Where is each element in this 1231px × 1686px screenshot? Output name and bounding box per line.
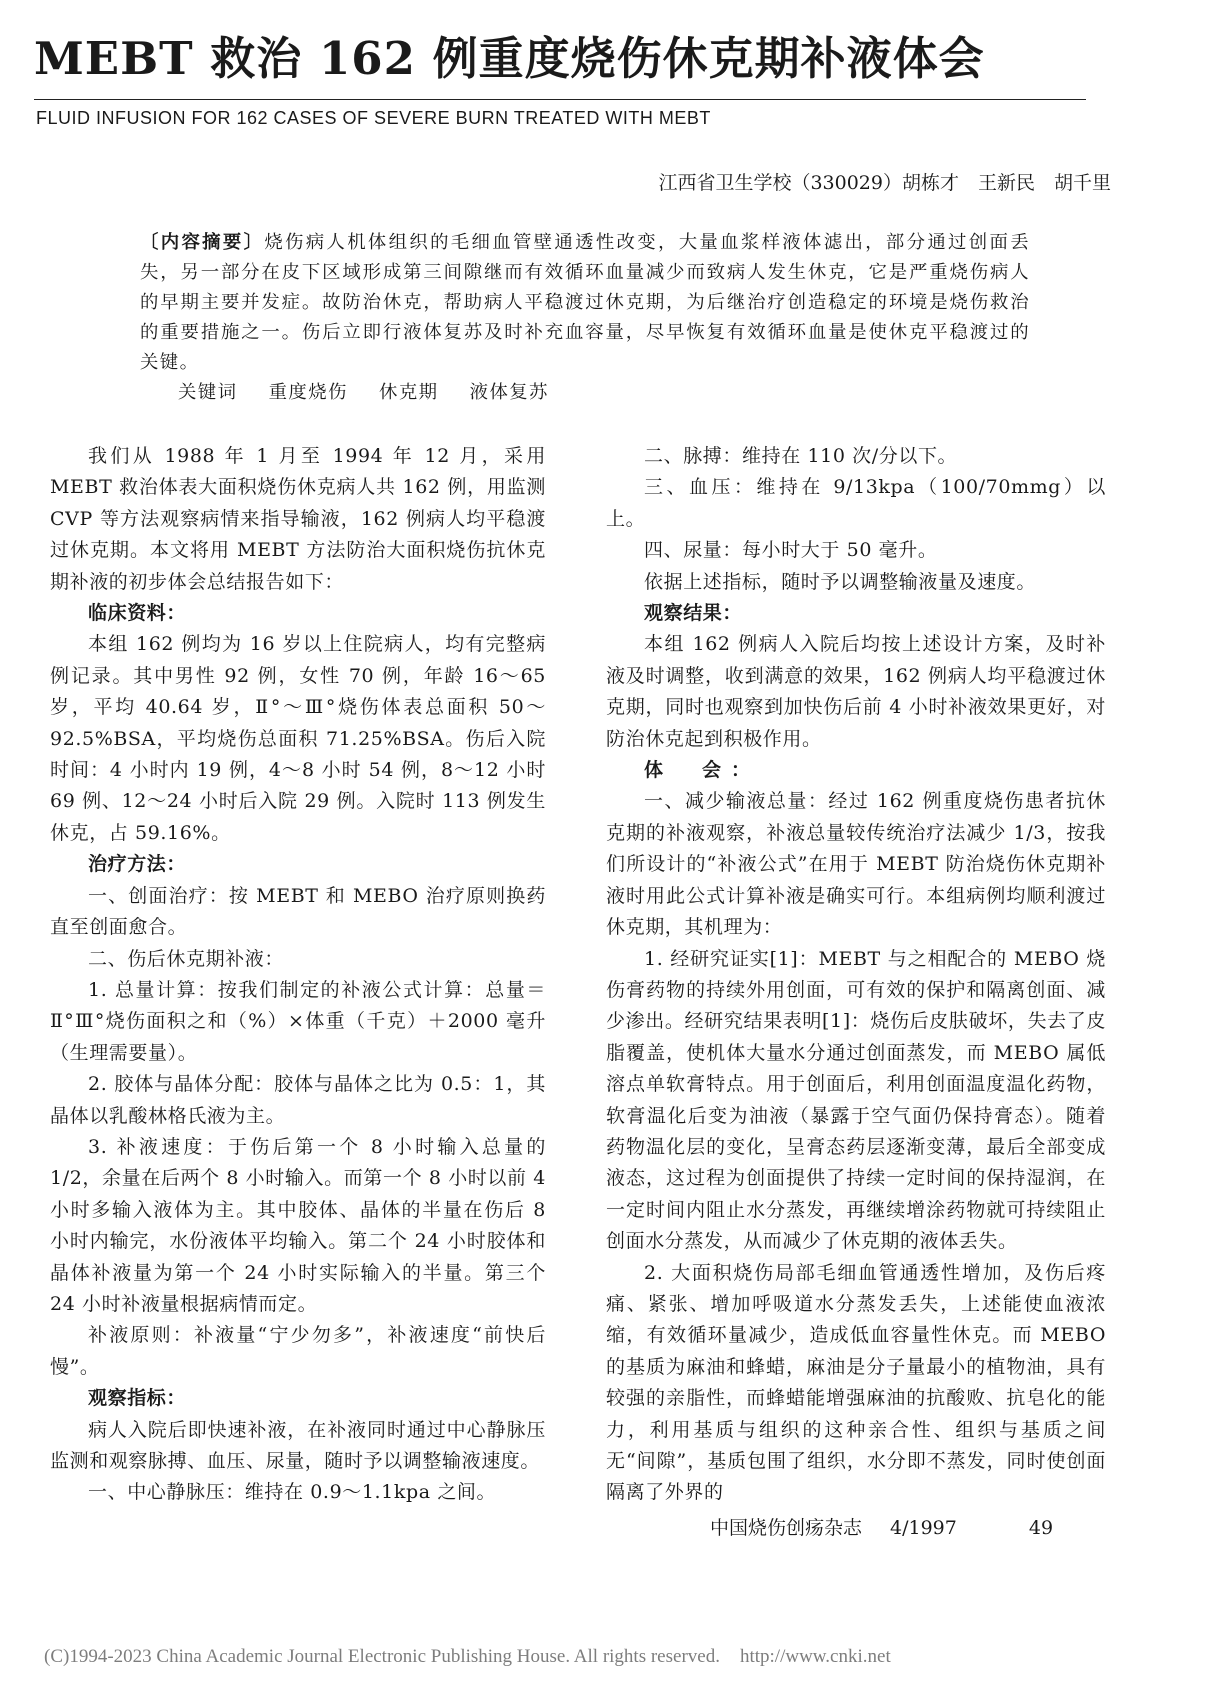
method-subitem: 2. 胶体与晶体分配：胶体与晶体之比为 0.5：1，其晶体以乳酸林格氏液为主。 [50,1073,546,1127]
indicator-item: 四、尿量：每小时大于 50 毫升。 [644,539,938,562]
copyright-notice [44,1646,891,1668]
page-footer [710,1513,1053,1540]
author-line: 江西省卫生学校（330029）胡栋才 王新民 胡千里 [658,172,1111,194]
clinical-paragraph: 本组 162 例均为 16 岁以上住院病人，均有完整病例记录。其中男性 92 例，女性 70 例，年龄 16～65 岁，平均 40.64 岁，Ⅱ°～Ⅲ°烧伤体表总面积 50～92.5%BSA，平均烧伤总面积 71.25%BSA。伤后入院时间：4 小时内 19 例，4～8 小时 54 例，8～12 小时 69 例、12～24 小时后入院 29 例。入院时 113 例发生休克，占 59.16%。 [50,633,546,844]
abstract [140,228,1030,408]
infusion-principle: 补液原则：补液量“宁少勿多”，补液速度“前快后慢”。 [50,1324,546,1378]
english-title: FLUID INFUSION FOR 162 CASES OF SEVERE BURN TREATED WITH MEBT [36,108,711,128]
indicators-paragraph: 病人入院后即快速补液，在补液同时通过中心静脉压监测和观察脉搏、血压、尿量，随时予以调整输液速度。 [50,1418,546,1472]
right-column [606,441,1106,1509]
intro-paragraph: 我们从 1988 年 1 月至 1994 年 12 月，采用 MEBT 救治体表大面积烧伤休克病人共 162 例，用监测 CVP 等方法观察病情来指导输液，162 例病人均平稳渡过休克期。本文将用 MEBT 方法防治大面积烧伤抗休克期补液的初步体会总结报告如下： [50,445,546,593]
experience-subitem: 1. 经研究证实[1]：MEBT 与之相配合的 MEBO 烧伤膏药物的持续外用创面，可有效的保护和隔离创面、减少渗出。经研究结果表明[1]：烧伤后皮肤破坏，失去了皮脂覆盖，使机体大量水分通过创面蒸发，而 MEBO 属低溶点单软膏特点。用于创面后，利用创面温度温化药物，软膏温化后变为油液（暴露于空气面仍保持膏态）。随着药物温化层的变化，呈膏态药层逐渐变薄，最后全部变成液态，这过程为创面提供了持续一定时间的保持湿润，在一定时间内阻止水分蒸发，再继续增涂药物就可持续阻止创面水分蒸发，从而减少了休克期的液体丢失。 [606,947,1106,1253]
indicator-item: 二、脉搏：维持在 110 次/分以下。 [644,445,958,467]
section-heading-method: 治疗方法： [88,853,187,876]
experience-item: 一、减少输液总量：经过 162 例重度烧伤患者抗休克期的补液观察，补液总量较传统治疗法减少 1/3，按我们所设计的“补液公式”在用于 MEBT 防治烧伤休克期补液时用此公式计算补液是确实可行。本组病例均顺利渡过休克期，其机理为： [606,790,1106,939]
section-heading-experience: 体 会： [644,759,761,782]
left-column [50,441,546,1509]
copyright-text: (C)1994-2023 China Academic Journal Electronic Publishing House. All rights reserved. [44,1646,720,1667]
abstract-body [140,228,1030,378]
keyword: 重度烧伤 [268,382,348,403]
keyword: 休克期 [379,382,439,403]
adjust-paragraph: 依据上述指标，随时予以调整输液量及速度。 [644,570,1037,593]
abstract-label: 〔内容摘要〕 [140,232,265,253]
method-item: 一、创面治疗：按 MEBT 和 MEBO 治疗原则换药直至创面愈合。 [50,884,546,939]
keyword: 液体复苏 [469,382,549,403]
method-subitem: 3. 补液速度：于伤后第一个 8 小时输入总量的 1/2，余量在后两个 8 小时输入。而第一个 8 小时以前 4 小时多输入液体为主。其中胶体、晶体的半量在伤后 8 小时内输完，水份液体平均输入。第二个 24 小时胶体和晶体补液量为第一个 24 小时实际输入的半量。第三个 24 小时补液量根据病情而定。 [50,1135,546,1315]
title-divider [34,99,1086,100]
page-number: 49 [1028,1517,1054,1539]
results-paragraph: 本组 162 例病人入院后均按上述设计方案，及时补液及时调整，收到满意的效果，162 例病人均平稳渡过休克期，同时也观察到加快伤后前 4 小时补液效果更好，对防治休克起到积极作用。 [606,633,1106,750]
method-item: 二、伤后休克期补液： [88,947,285,970]
section-heading-indicators: 观察指标： [88,1387,187,1410]
indicator-item: 三、血压：维持在 9/13kpa（100/70mmg）以上。 [606,476,1106,530]
copyright-url[interactable]: http://www.cnki.net [739,1646,891,1667]
keywords-line [140,378,1030,408]
experience-subitem: 2. 大面积烧伤局部毛细血管通透性增加，及伤后疼痛、紧张、增加呼吸道水分蒸发丢失，上述能使血液浓缩，有效循环量减少，造成低血容量性休克。而 MEBO 的基质为麻油和蜂蜡，麻油是分子量最小的植物油，具有较强的亲脂性，而蜂蜡能增强麻油的抗酸败、抗皂化的能力，利用基质与组织的这种亲合性、组织与基质之间无“间隙”，基质包围了组织，水分即不蒸发，同时使创面隔离了外界的 [606,1261,1106,1504]
abstract-text: 烧伤病人机体组织的毛细血管壁通透性改变，大量血浆样液体滤出，部分通过创面丢失，另一部分在皮下区域形成第三间隙继而有效循环血量减少而致病人发生休克，它是严重烧伤病人的早期主要并发症。故防治休克，帮助病人平稳渡过休克期，为后继治疗创造稳定的环境是烧伤救治的重要措施之一。伤后立即行液体复苏及时补充血容量，尽早恢复有效循环血量是使休克平稳渡过的关键。 [140,232,1030,373]
method-subitem: 1. 总量计算：按我们制定的补液公式计算：总量＝Ⅱ°Ⅲ°烧伤面积之和（%）×体重（千克）＋2000 毫升（生理需要量）。 [50,978,546,1064]
journal-name: 中国烧伤创疡杂志 [710,1517,863,1539]
article-title: MEBT 救治 162 例重度烧伤休克期补液体会 [34,32,985,85]
keywords-label: 关键词 [178,382,238,403]
journal-issue: 4/1997 [890,1517,957,1539]
section-heading-results: 观察结果： [644,602,743,625]
indicator-item: 一、中心静脉压：维持在 0.9～1.1kpa 之间。 [88,1481,497,1504]
section-heading-clinical: 临床资料： [88,602,187,625]
